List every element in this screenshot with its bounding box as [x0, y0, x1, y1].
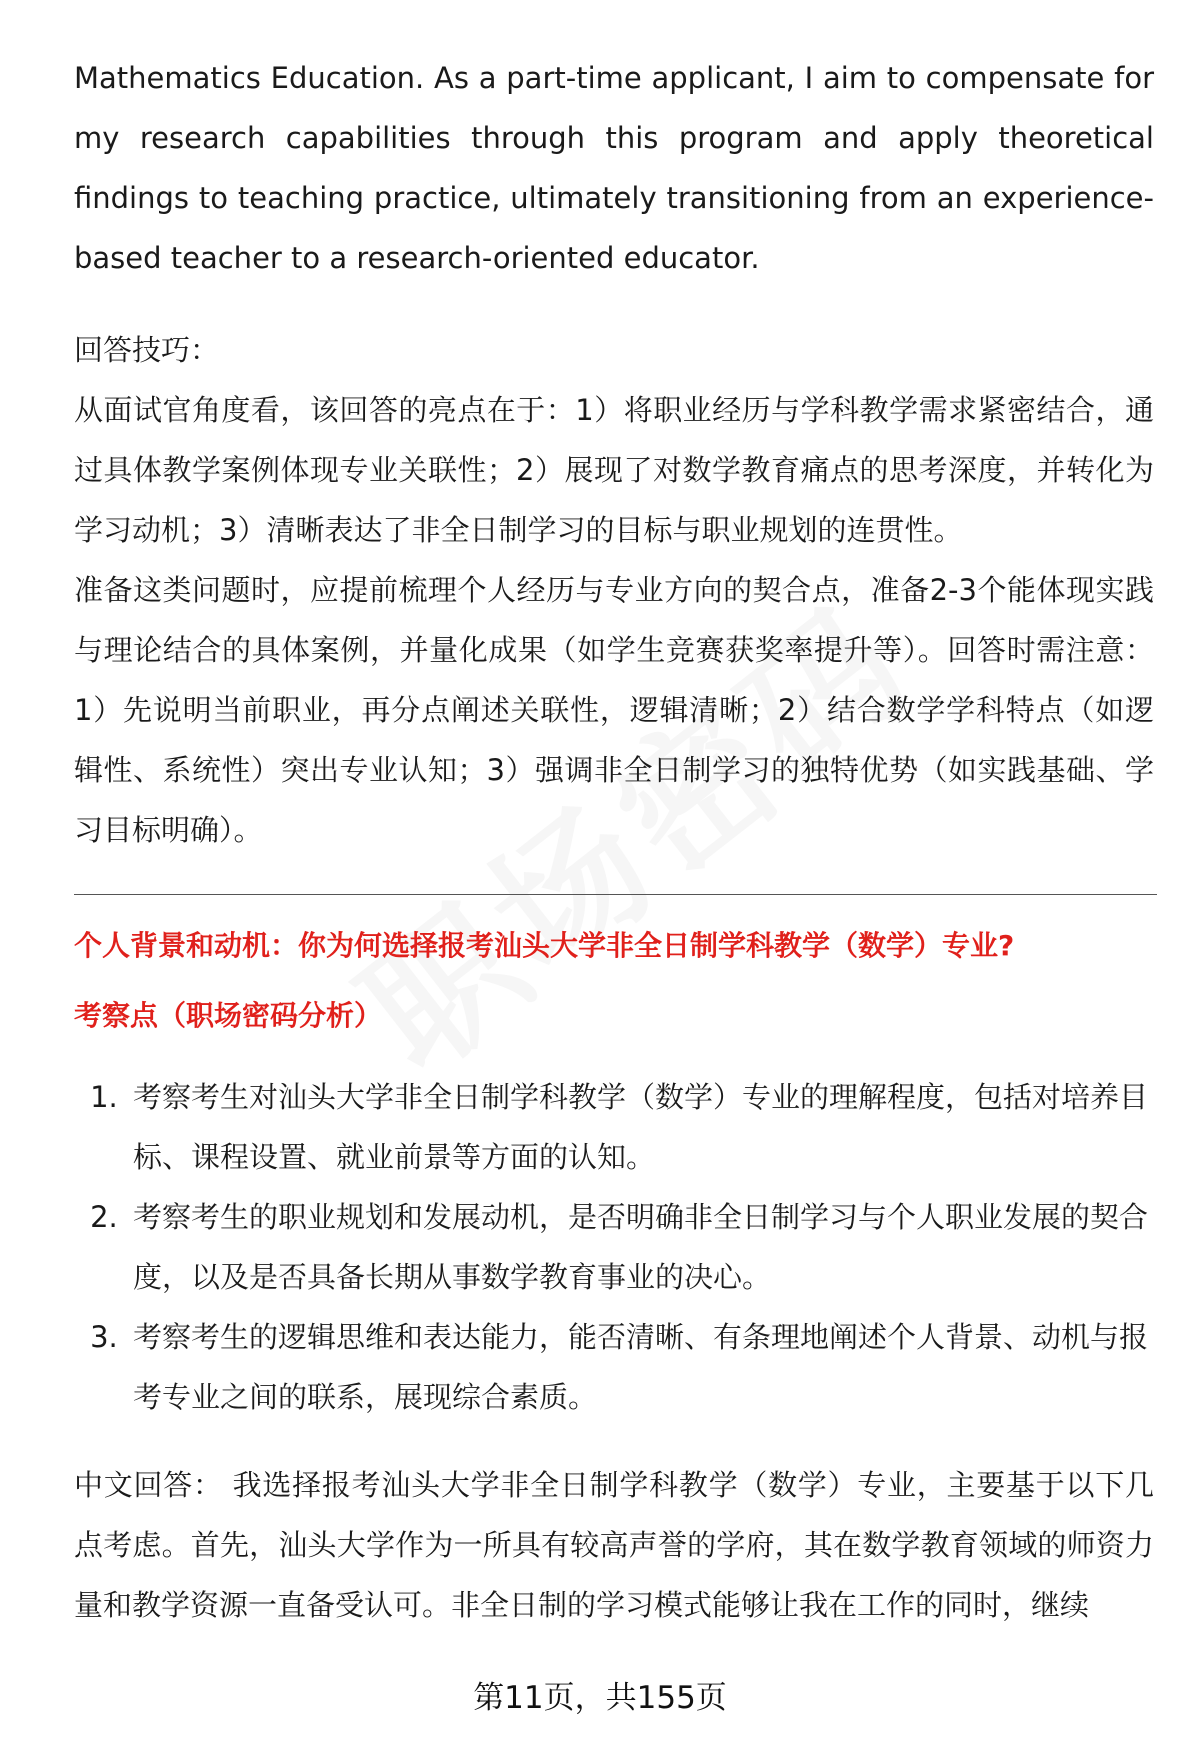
chinese-answer-paragraph: 中文回答： 我选择报考汕头大学非全日制学科教学（数学）专业，主要基于以下几点考虑。首先，汕头大学作为一所具有较高声誉的学府，其在数学教育领域的师资力量和教学资源一直备受认可。非全日制的学习模式能够让我在工作的同时，继续 [74, 1468, 1154, 1622]
assessment-points-list [74, 1067, 1154, 1427]
list-item: 1. 考察考生对汕头大学非全日制学科教学（数学）专业的理解程度，包括对培养目标、课程设置、就业前景等方面的认知。 [127, 1067, 1154, 1187]
tips-paragraph-1: 从面试官角度看，该回答的亮点在于：1）将职业经历与学科教学需求紧密结合，通过具体教学案例体现专业关联性；2）展现了对数学教育痛点的思考深度，并转化为学习动机；3）清晰表达了非全日制学习的目标与职业规划的连贯性。 [74, 393, 1154, 547]
assessment-subheading: 考察点（职场密码分析） [74, 999, 383, 1032]
question-heading: 个人背景和动机：你为何选择报考汕头大学非全日制学科教学（数学）专业? [74, 929, 1015, 962]
tips-title: 回答技巧： [74, 333, 220, 367]
section-divider [74, 894, 1157, 895]
english-answer-paragraph: Mathematics Education. As a part-time applicant, I aim to compensate for my research capabilities through this program and apply theoretical findings to teaching practice, ultimately transitioning from an experience-based teacher to a research-oriented educator. [74, 61, 1154, 275]
page-number: 第11页，共155页 [473, 1680, 727, 1716]
document-page [74, 48, 1154, 1635]
list-item: 2. 考察考生的职业规划和发展动机，是否明确非全日制学习与个人职业发展的契合度，以及是否具备长期从事数学教育事业的决心。 [127, 1187, 1154, 1307]
list-item: 3. 考察考生的逻辑思维和表达能力，能否清晰、有条理地阐述个人背景、动机与报考专业之间的联系，展现综合素质。 [127, 1307, 1154, 1427]
tips-paragraph-2: 准备这类问题时，应提前梳理个人经历与专业方向的契合点，准备2-3个能体现实践与理论结合的具体案例，并量化成果（如学生竞赛获奖率提升等）。回答时需注意：1）先说明当前职业，再分点阐述关联性，逻辑清晰；2）结合数学学科特点（如逻辑性、系统性）突出专业认知；3）强调非全日制学习的独特优势（如实践基础、学习目标明确）。 [74, 573, 1154, 847]
